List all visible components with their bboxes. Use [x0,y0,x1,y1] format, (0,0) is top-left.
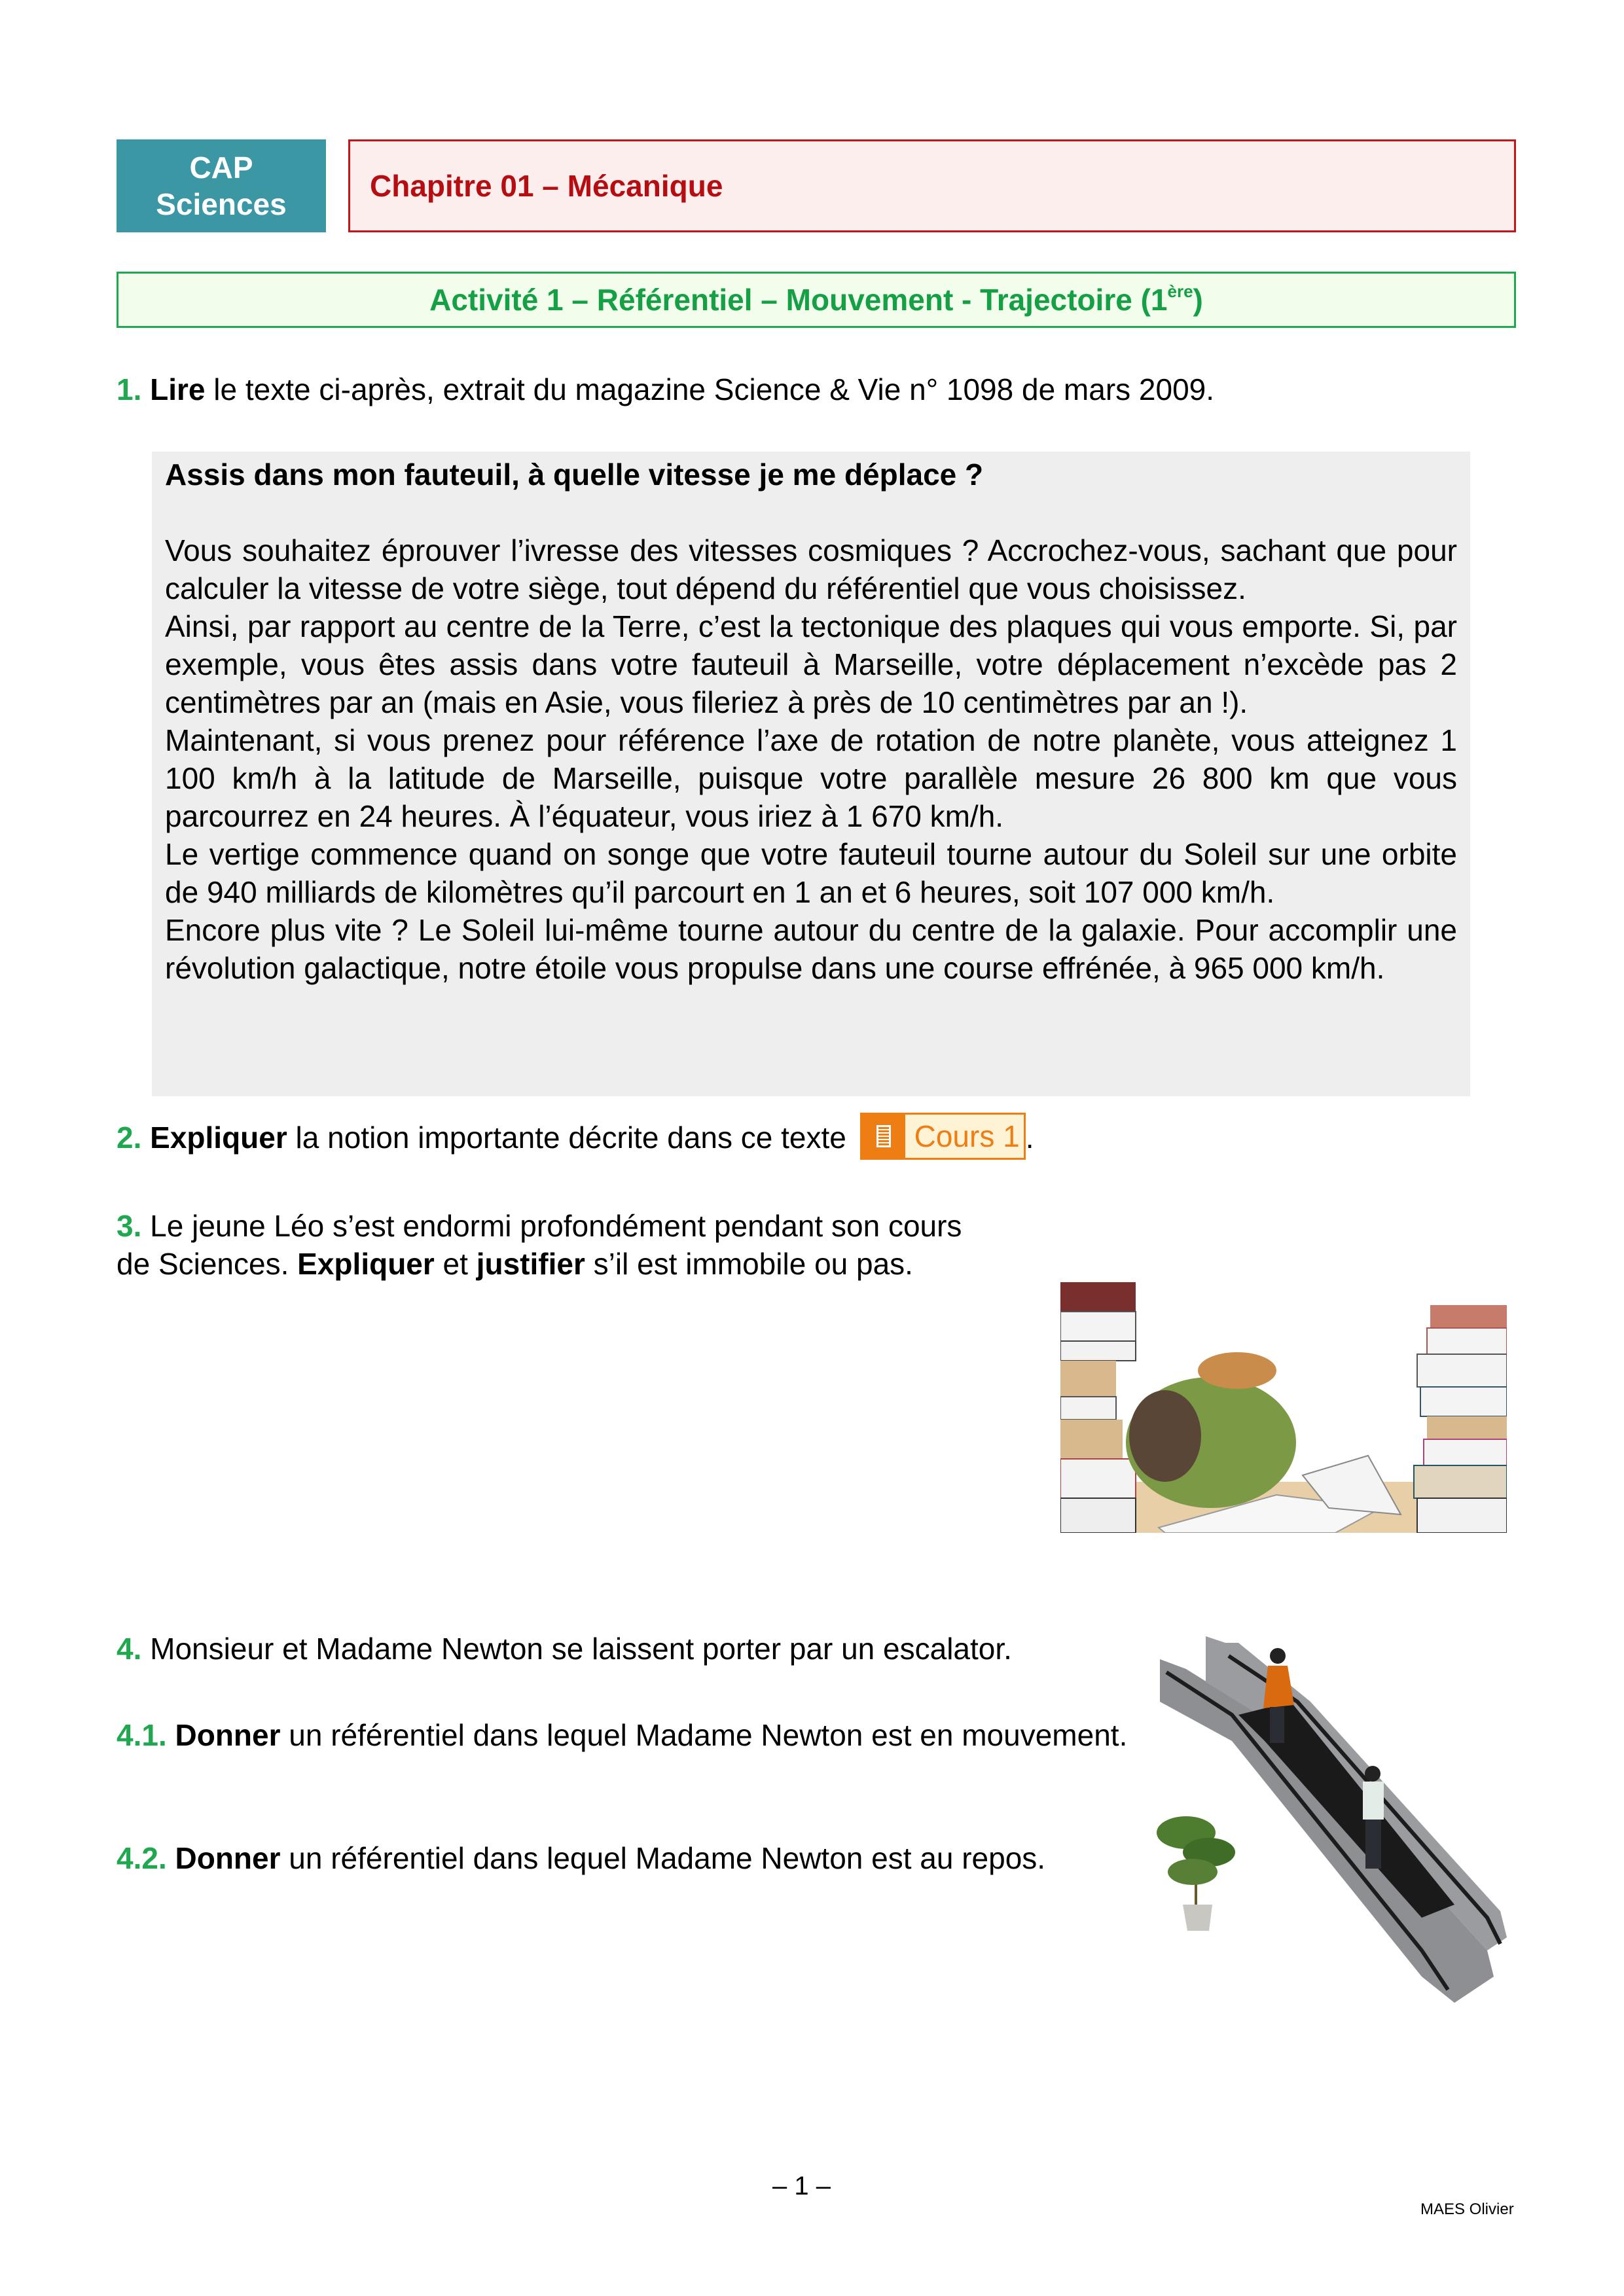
question-end: . [1025,1121,1034,1155]
badge-line-1: CAP [189,151,253,185]
question-number: 4. [117,1632,142,1666]
question-text: de Sciences. [117,1247,298,1281]
question-text: un référentiel dans lequel Madame Newton est en mouvement. [280,1718,1128,1752]
excerpt-paragraph: Le vertige commence quand on songe que votre fauteuil tourne autour du Soleil sur une orbite de 940 milliards de kilomètres qu’il parcourt en 1 an et 6 heures, soit 107 000 km/h. [165,837,1457,909]
question-2 [117,1117,1034,1164]
question-3 [117,1207,1059,1283]
excerpt-paragraph: Vous souhaitez éprouver l’ivresse des vitesses cosmiques ? Accrochez-vous, sachant que pour calculer la vitesse de votre siège, tout dépend du référentiel que vous choisissez. [165,533,1457,605]
question-verb: justifier [476,1247,585,1281]
author-name: MAES Olivier [1420,2200,1514,2218]
question-4-1 [117,1716,1132,1754]
question-number: 4.1. [117,1718,167,1752]
page-number: – 1 – [772,2172,831,2200]
question-text: Monsieur et Madame Newton se laissent porter par un escalator. [141,1632,1012,1666]
activity-title-close: ) [1193,283,1203,317]
magazine-excerpt [152,452,1470,1096]
question-verb: Lire [150,372,206,406]
question-number: 4.2. [117,1841,167,1875]
activity-title-sup: ère [1167,281,1193,301]
right-book-stack [1414,1305,1507,1533]
question-text: la notion importante décrite dans ce texte [287,1121,855,1155]
question-verb: Donner [175,1718,281,1752]
chapter-title: Chapitre 01 – Mécanique [370,169,723,203]
document-icon [862,1115,905,1158]
question-text: s’il est immobile ou pas. [585,1247,913,1281]
question-number: 3. [117,1209,142,1243]
excerpt-title: Assis dans mon fauteuil, à quelle vitesse je me déplace ? [165,457,984,492]
cap-sciences-badge [117,139,326,232]
chapter-header [348,139,1516,232]
activity-title [429,282,1203,317]
activity-title-text: Activité 1 – Référentiel – Mouvement - Trajectoire (1 [429,283,1168,317]
question-verb: Expliquer [150,1121,287,1155]
excerpt-paragraph: Encore plus vite ? Le Soleil lui-même tourne autour du centre de la galaxie. Pour accomplir une révolution galactique, notre étoile vous propulse dans une course effrénée, à 965 000 km/h. [165,913,1457,985]
question-verb: Expliquer [297,1247,435,1281]
activity-header [117,272,1516,328]
cours-1-link[interactable] [860,1113,1026,1160]
excerpt-paragraph: Ainsi, par rapport au centre de la Terre, c’est la tectonique des plaques qui vous emporte. Si, par exemple, vous êtes assis dans votre fauteuil à Marseille, votre déplacement n’excède pas 2 centimètres par an (mais en Asie, vous fileriez à près de 10 centimètres par an !). [165,609,1457,719]
cours-label: Cours 1 [905,1115,1024,1158]
question-text: le texte ci-après, extrait du magazine Science & Vie n° 1098 de mars 2009. [205,372,1215,406]
escalator-image [1147,1610,1511,2003]
excerpt-paragraph: Maintenant, si vous prenez pour référence l’axe de rotation de notre planète, vous atteignez 1 100 km/h à la latitude de Marseille, puisque votre parallèle mesure 26 800 km que vous parcourrez en 24 heures. À l’équateur, vous iriez à 1 670 km/h. [165,723,1457,833]
question-text: Le jeune Léo s’est endormi profondément pendant son cours [141,1209,962,1243]
question-1 [117,370,1214,408]
question-4-2 [117,1839,1045,1877]
sleeping-student-image [1060,1266,1507,1533]
question-4 [117,1630,1012,1668]
question-number: 2. [117,1121,142,1155]
question-text: et [434,1247,477,1281]
badge-line-2: Sciences [156,187,287,221]
question-text: un référentiel dans lequel Madame Newton est au repos. [280,1841,1046,1875]
question-verb: Donner [175,1841,281,1875]
question-number: 1. [117,372,142,406]
